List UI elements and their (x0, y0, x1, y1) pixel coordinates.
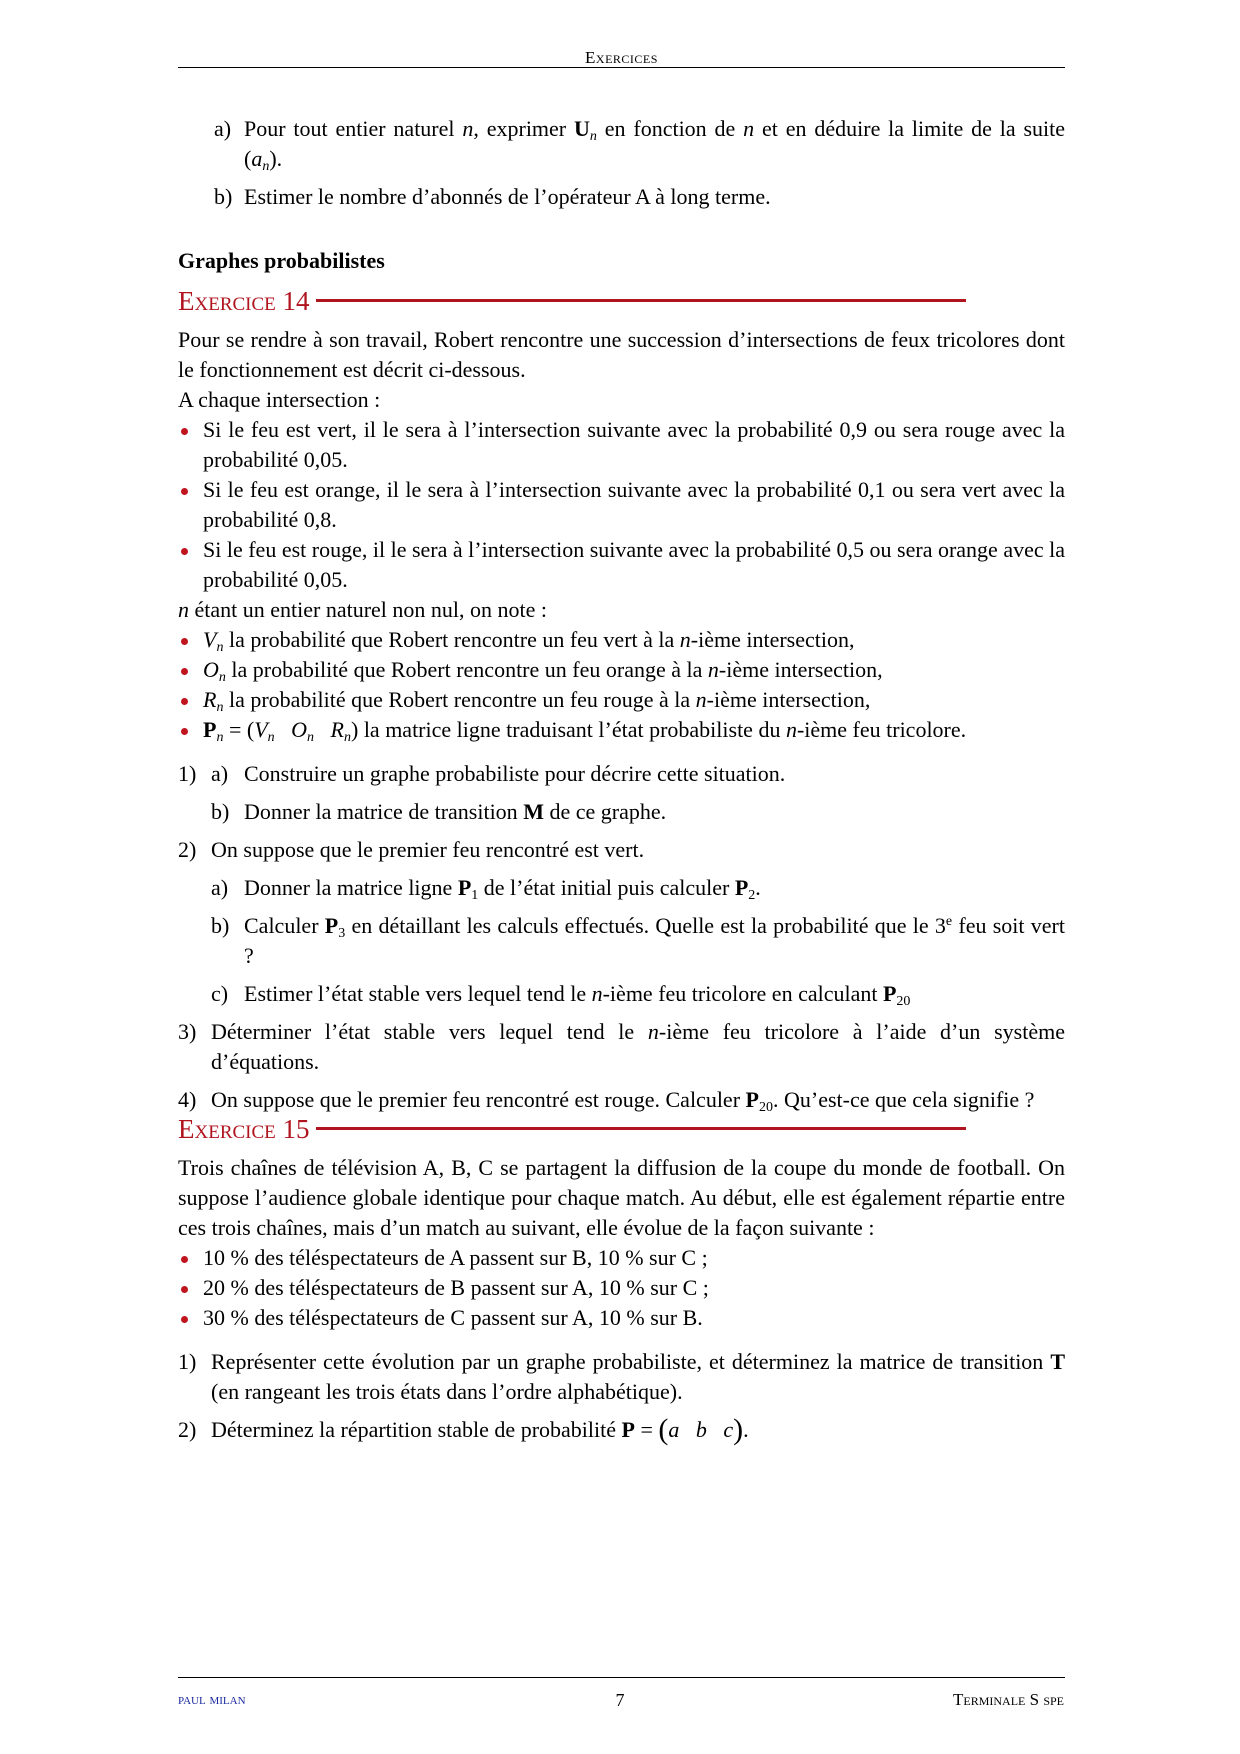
rule-item: Si le feu est rouge, il le sera à l’intersection suivante avec la probabilité 0,5 ou sera orange avec la probabilité 0,05. (178, 535, 1065, 595)
audience-item: 20 % des téléspectateurs de B passent sur A, 10 % sur C ; (178, 1273, 1065, 1303)
exercise-14-rule (316, 299, 966, 302)
exercise-14-each: A chaque intersection : (178, 387, 381, 412)
section-title: Graphes probabilistes (178, 248, 385, 273)
question-2c: c) Estimer l’état stable vers lequel tend le n-ième feu tricolore en calculant $P_{20}$ (211, 981, 911, 1009)
definition-item: $P_n = (V_n$ $O_n$ $R_n$) la matrice ligne traduisant l’état probabiliste du n-ième feu tricolore. (178, 715, 1065, 745)
footer-rule (178, 1677, 1065, 1678)
exercise-15-question-1: 1) Représenter cette évolution par un graphe probabiliste, et déterminez la matrice de transition T (en rangeant les trois états dans l’ordre alphabétique). (178, 1349, 1065, 1404)
question-4: 4) On suppose que le premier feu rencontré est rouge. Calculer $P_{20}$. Qu’est-ce que cela signifie ? (178, 1087, 1035, 1115)
footer-course: Terminale S spe (952, 1690, 1064, 1709)
rule-item: Si le feu est vert, il le sera à l’intersection suivante avec la probabilité 0,9 ou sera rouge avec la probabilité 0,05. (178, 415, 1065, 475)
page-header: Exercices (585, 48, 658, 67)
definition-item: $O_n$ la probabilité que Robert rencontre un feu orange à la n-ième intersection, (178, 655, 1065, 685)
question-1a: a) Construire un graphe probabiliste pour décrire cette situation. (211, 761, 786, 786)
exercise-15-intro: Trois chaînes de télévision A, B, C se partagent la diffusion de la coupe du monde de football. On suppose l’audience globale identique pour chaque match. Au début, elle est également répartie entre ces trois chaînes, mais d’un match au suivant, elle évolue de la façon suivante : (178, 1155, 1065, 1240)
question-2: 2) On suppose que le premier feu rencontré est vert. a) Donner la matrice ligne $P_1$ de l’état initial puis calculer $P_2$. b) Calculer $P_3$ en détaillant les calculs effectués. Quelle est la probabilité que le 3e feu soit vert ? c) Estimer l’état stable vers lequel tend le n-ième feu tricolore en calculant $P_{20}$ (178, 837, 1065, 1009)
question-1b: b) Donner la matrice de transition M de ce graphe. (211, 799, 667, 824)
definition-item: $V_n$ la probabilité que Robert rencontre un feu vert à la n-ième intersection, (178, 625, 1065, 655)
exercise-15-title: Exercice 15 (178, 1114, 310, 1144)
footer-author: paul milan (178, 1692, 246, 1708)
question-a: a) Pour tout entier naturel n, exprimer $U_n$ en fonction de n et en déduire la limite de la suite $(a_n)$. (214, 116, 1065, 174)
exercise-14-title: Exercice 14 (178, 286, 310, 316)
question-1: 1) a) Construire un graphe probabiliste pour décrire cette situation. b) Donner la matrice de transition M de ce graphe. (178, 759, 1065, 827)
exercise-15-rule (316, 1127, 966, 1130)
question-2b: b) Calculer $P_3$ en détaillant les calculs effectués. Quelle est la probabilité que le 3e feu soit vert ? (211, 913, 1065, 968)
header-rule (178, 67, 1065, 68)
intro-questions (178, 114, 1065, 212)
audience-item: 10 % des téléspectateurs de A passent sur B, 10 % sur C ; (178, 1243, 1065, 1273)
question-b: b) Estimer le nombre d’abonnés de l’opérateur A à long terme. (214, 184, 771, 209)
exercise-14-intro: Pour se rendre à son travail, Robert rencontre une succession d’intersections de feux tricolores dont le fonctionnement est décrit ci-dessous. (178, 327, 1065, 382)
page-number: 7 (615, 1690, 625, 1710)
notation-intro: n étant un entier naturel non nul, on note : (178, 597, 548, 622)
question-2a: a) Donner la matrice ligne $P_1$ de l’état initial puis calculer $P_2$. (211, 875, 761, 903)
exercise-14-body (178, 325, 1065, 1115)
exercise-15-question-2: 2) Déterminez la répartition stable de probabilité P = (a b c). (178, 1413, 749, 1446)
definition-item: $R_n$ la probabilité que Robert rencontre un feu rouge à la n-ième intersection, (178, 685, 1065, 715)
question-3: 3) Déterminer l’état stable vers lequel tend le n-ième feu tricolore à l’aide d’un système d’équations. (178, 1019, 1065, 1074)
exercise-15-body (178, 1153, 1065, 1445)
audience-item: 30 % des téléspectateurs de C passent sur A, 10 % sur B. (178, 1303, 1065, 1333)
rule-item: Si le feu est orange, il le sera à l’intersection suivante avec la probabilité 0,1 ou sera vert avec la probabilité 0,8. (178, 475, 1065, 535)
